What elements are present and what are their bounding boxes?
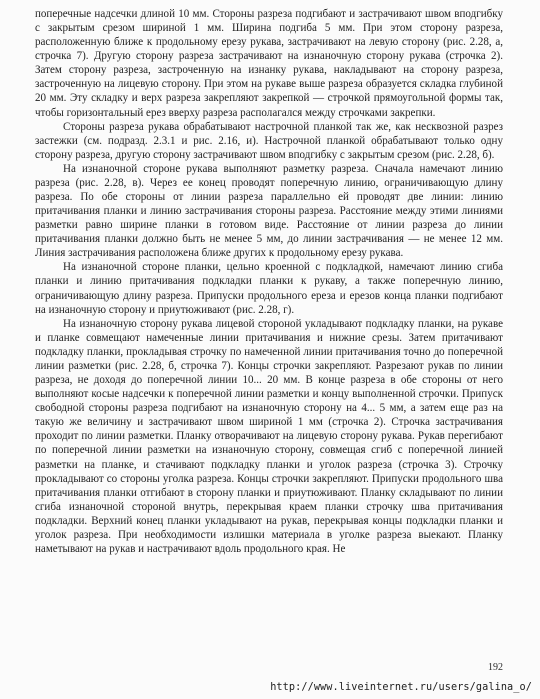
paragraph-1: поперечные надсечки длиной 10 мм. Стороны разреза подгибают и застрачивают швом вподгибку с закрытым срезом шириной 1 мм. Ширина подгиба 5 мм. При этом сторону разреза, расположенную ближе к продольному ерезу рукава, застрачивают на левую сторону (рис. 2.28, а, строчка 7). Другую сторону разреза застрачивают на изнаночную сторону рукава (строчка 2). Затем сторону разреза, застроченную на изнанку рукава, накладывают на сторону разреза, застроченную на лицевую сторону. При этом на рукаве выше разреза образуется складка глубиной 20 мм. Эту складку и верх разреза закрепляют закрепкой — строчкой прямоугольной формы так, чтобы горизонтальный ерез вверху разреза располагался между строчками закрепки. xyxy=(35,8,503,119)
paragraph-5: На изнаночную сторону рукава лицевой стороной укладывают подкладку планки, на рукаве и планке совмещают намеченные линии притачивания и нижние срезы. Затем притачивают подкладку планки, прокладывая строчку по намеченной линии притачивания точно до поперечной линии разметки (рис. 2.28, б, строчка 7). Концы строчки закрепляют. Разрезают рукав по линии разреза, не доходя до поперечной линии 10... 20 мм. В конце разреза в обе стороны от него выполняют косые надсечки к поперечной линии разметки и концу выполненной строчки. Припуск свободной стороны разреза подгибают на изнаночную сторону на 4... 5 мм, а затем еще раз на такую же величину и застрачивают швом шириной 1 мм (строчка 2). Строчка застрачивания проходит по линии разметки. Планку отворачивают на лицевую сторону рукава. Рукав перегибают по поперечной линии разметки на изнаночную сторону, совмещая сгиб с поперечной линией разметки на планке, и стачивают подкладку планки и уголок разреза (строчка 3). Строчку прокладывают со стороны уголка разреза. Концы строчки закрепляют. Припуски продольного шва притачивания планки отгибают в сторону планки и приутюживают. Планку складывают по линии сгиба изнаночной стороной внутрь, перекрывая краем планки строчку шва притачивания подкладки. Верхний конец планки укладывают на рукав, перекрывая концы подкладки планки и уголок разреза. При необходимости излишки материала в уголке разреза выекают. Планку наметывают на рукав и настрачивают вдоль продольного края. Не xyxy=(35,317,503,555)
paragraph-3: На изнаночной стороне рукава выполняют разметку разреза. Сначала намечают линию разреза (рис. 2.28, в). Через ее конец проводят поперечную линию, ограничивающую длину разреза. По обе стороны от линии разреза параллельно ей проводят две линии: линию притачивания планки и линию застрачивания стороны разреза. Расстояние между этими линиями разметки равно ширине планки в готовом виде. Расстояние от линии разреза до линии притачивания планки должно быть не менее 5 мм, до линии застрачивания — не менее 12 мм. Линия застрачивания расположена ближе других к продольному ерезу рукава. xyxy=(35,162,503,260)
page-number: 192 xyxy=(488,662,503,673)
body-text xyxy=(35,7,503,556)
watermark-url: http://www.liveinternet.ru/users/galina_o/ xyxy=(270,682,532,693)
paragraph-2: Стороны разреза рукава обрабатывают настрочной планкой так же, как несквозной разрез застежки (см. подразд. 2.3.1 и рис. 2.16, и). Настрочной планкой обрабатывают только одну сторону разреза, другую сторону застрачивают швом вподгибку с закрытым срезом (рис. 2.28, б). xyxy=(35,120,503,161)
paragraph-4: На изнаночной стороне планки, цельно кроенной с подкладкой, намечают линию сгиба планки и линию притачивания подкладки планки к рукаву, а также поперечную линию, ограничивающую длину разреза. Припуски продольного ереза и ерезов конца планки подгибают на изнаночную сторону и приутюживают (рис. 2.28, г). xyxy=(35,261,503,316)
